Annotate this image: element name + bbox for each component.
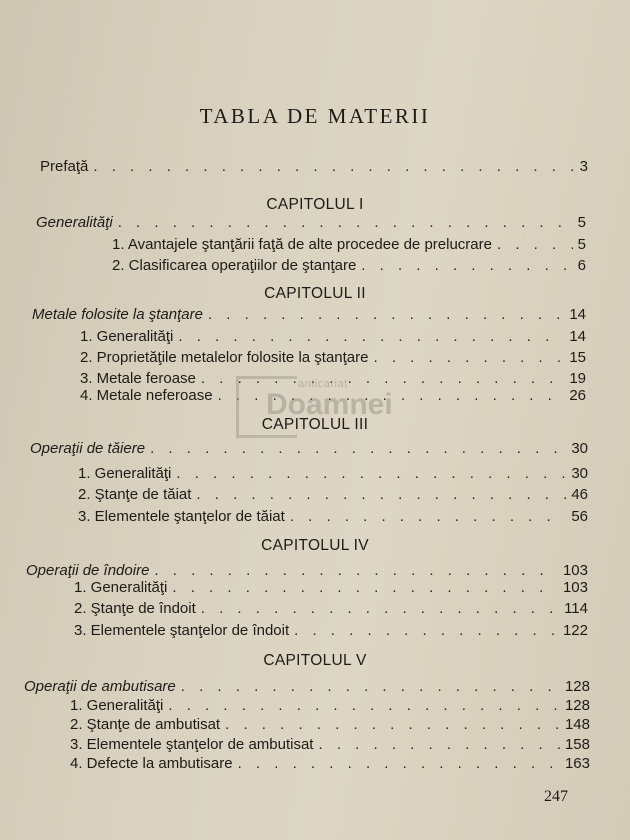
toc-item xyxy=(80,349,586,367)
toc-page: 30 xyxy=(571,465,588,482)
dot-leader xyxy=(196,486,566,504)
toc-page: 5 xyxy=(577,214,586,231)
toc-page: 6 xyxy=(577,257,586,274)
toc-item xyxy=(70,736,590,754)
chapter-heading: CAPITOLUL III xyxy=(261,416,369,433)
toc-item xyxy=(80,387,586,405)
toc-page: 128 xyxy=(564,697,590,714)
toc-label: 1. Generalităţi xyxy=(80,328,174,345)
toc-label: 2. Ştanţe de îndoit xyxy=(74,600,196,617)
dot-leader xyxy=(168,697,560,715)
toc-page: 14 xyxy=(569,306,586,323)
toc-label: 3. Elementele ştanţelor de ambutisat xyxy=(70,736,314,753)
toc-label: Metale folosite la ştanţare xyxy=(32,306,203,323)
toc-label: Operaţii de îndoire xyxy=(26,562,150,579)
toc-item xyxy=(74,600,588,618)
toc-label: 1. Avantajele ştanţării faţă de alte procedee de prelucrare xyxy=(112,236,492,253)
toc-label: 2. Clasificarea operaţiilor de ştanţare xyxy=(112,257,357,274)
dot-leader xyxy=(176,465,566,483)
toc-page: 15 xyxy=(569,349,586,366)
toc-label: 1. Generalităţi xyxy=(70,697,164,714)
toc-item xyxy=(80,370,586,388)
toc-page: 5 xyxy=(577,236,586,253)
dot-leader xyxy=(373,349,564,367)
dot-leader xyxy=(238,755,560,773)
dot-leader xyxy=(208,306,564,324)
chapter-heading: CAPITOLUL II xyxy=(264,285,366,302)
toc-page: 19 xyxy=(569,370,586,387)
toc-item xyxy=(80,328,586,346)
toc-page: 114 xyxy=(564,600,588,617)
dot-leader xyxy=(294,622,558,640)
toc-item xyxy=(70,697,590,715)
dot-leader xyxy=(181,678,560,696)
toc-label: 4. Defecte la ambutisare xyxy=(70,755,233,772)
watermark-small-text: anticariat xyxy=(298,378,348,390)
toc-page: 122 xyxy=(562,622,588,639)
chapter-heading: CAPITOLUL V xyxy=(263,652,367,669)
dot-leader xyxy=(218,387,565,405)
toc-label: 2. Proprietăţile metalelor folosite la ştanţare xyxy=(80,349,369,366)
dot-leader xyxy=(225,716,560,734)
toc-label: Operaţii de ambutisare xyxy=(24,678,176,695)
toc-item xyxy=(112,257,586,275)
toc-label: 3. Metale feroase xyxy=(80,370,196,387)
toc-page: 148 xyxy=(564,716,590,733)
toc-label: Prefaţă xyxy=(40,158,89,175)
dot-leader xyxy=(150,440,566,458)
toc-section xyxy=(24,678,590,696)
toc-label: 3. Elementele ştanţelor de tăiat xyxy=(78,508,285,525)
dot-leader xyxy=(318,736,559,754)
dot-leader xyxy=(201,600,559,618)
toc-label: 4. Metale neferoase xyxy=(80,387,213,404)
toc-item xyxy=(78,486,588,504)
dot-leader xyxy=(497,236,573,254)
toc-label: 2. Ştanţe de ambutisat xyxy=(70,716,221,733)
toc-label: 1. Generalităţi xyxy=(78,465,172,482)
toc-section xyxy=(30,440,588,458)
chapter-heading: CAPITOLUL IV xyxy=(261,537,369,554)
dot-leader xyxy=(290,508,567,526)
toc-item xyxy=(78,465,588,483)
toc-label: 3. Elementele ştanţelor de îndoit xyxy=(74,622,290,639)
toc-page: 30 xyxy=(571,440,588,457)
dot-leader xyxy=(118,214,573,232)
toc-section xyxy=(32,306,586,324)
toc-page: 56 xyxy=(571,508,588,525)
toc-section xyxy=(26,562,588,580)
toc-preface xyxy=(40,158,588,176)
toc-page: 163 xyxy=(564,755,590,772)
toc-label: Generalităţi xyxy=(36,214,113,231)
toc-page: 14 xyxy=(569,328,586,345)
page-number: 247 xyxy=(544,788,568,805)
toc-section xyxy=(36,214,586,232)
toc-item xyxy=(70,716,590,734)
watermark-big-text: Doamnei xyxy=(266,388,393,421)
toc-page: 3 xyxy=(579,158,588,175)
toc-page: 103 xyxy=(562,579,588,596)
toc-item xyxy=(70,755,590,773)
dot-leader xyxy=(178,328,564,346)
toc-label: Operaţii de tăiere xyxy=(30,440,146,457)
toc-page: 46 xyxy=(571,486,588,503)
toc-label: 2. Ştanţe de tăiat xyxy=(78,486,192,503)
toc-page: 158 xyxy=(564,736,590,753)
toc-page: 26 xyxy=(569,387,586,404)
chapter-heading: CAPITOLUL I xyxy=(266,196,364,213)
page-title: TABLA DE MATERII xyxy=(199,104,431,128)
toc-label: 1. Generalităţi xyxy=(74,579,168,596)
toc-item xyxy=(78,508,588,526)
dot-leader xyxy=(361,257,572,275)
toc-item xyxy=(74,622,588,640)
dot-leader xyxy=(172,579,558,597)
dot-leader xyxy=(154,562,558,580)
dot-leader xyxy=(93,158,574,176)
toc-page: 103 xyxy=(562,562,588,579)
toc-item xyxy=(112,236,586,254)
toc-page: 128 xyxy=(564,678,590,695)
toc-item xyxy=(74,579,588,597)
dot-leader xyxy=(201,370,564,388)
